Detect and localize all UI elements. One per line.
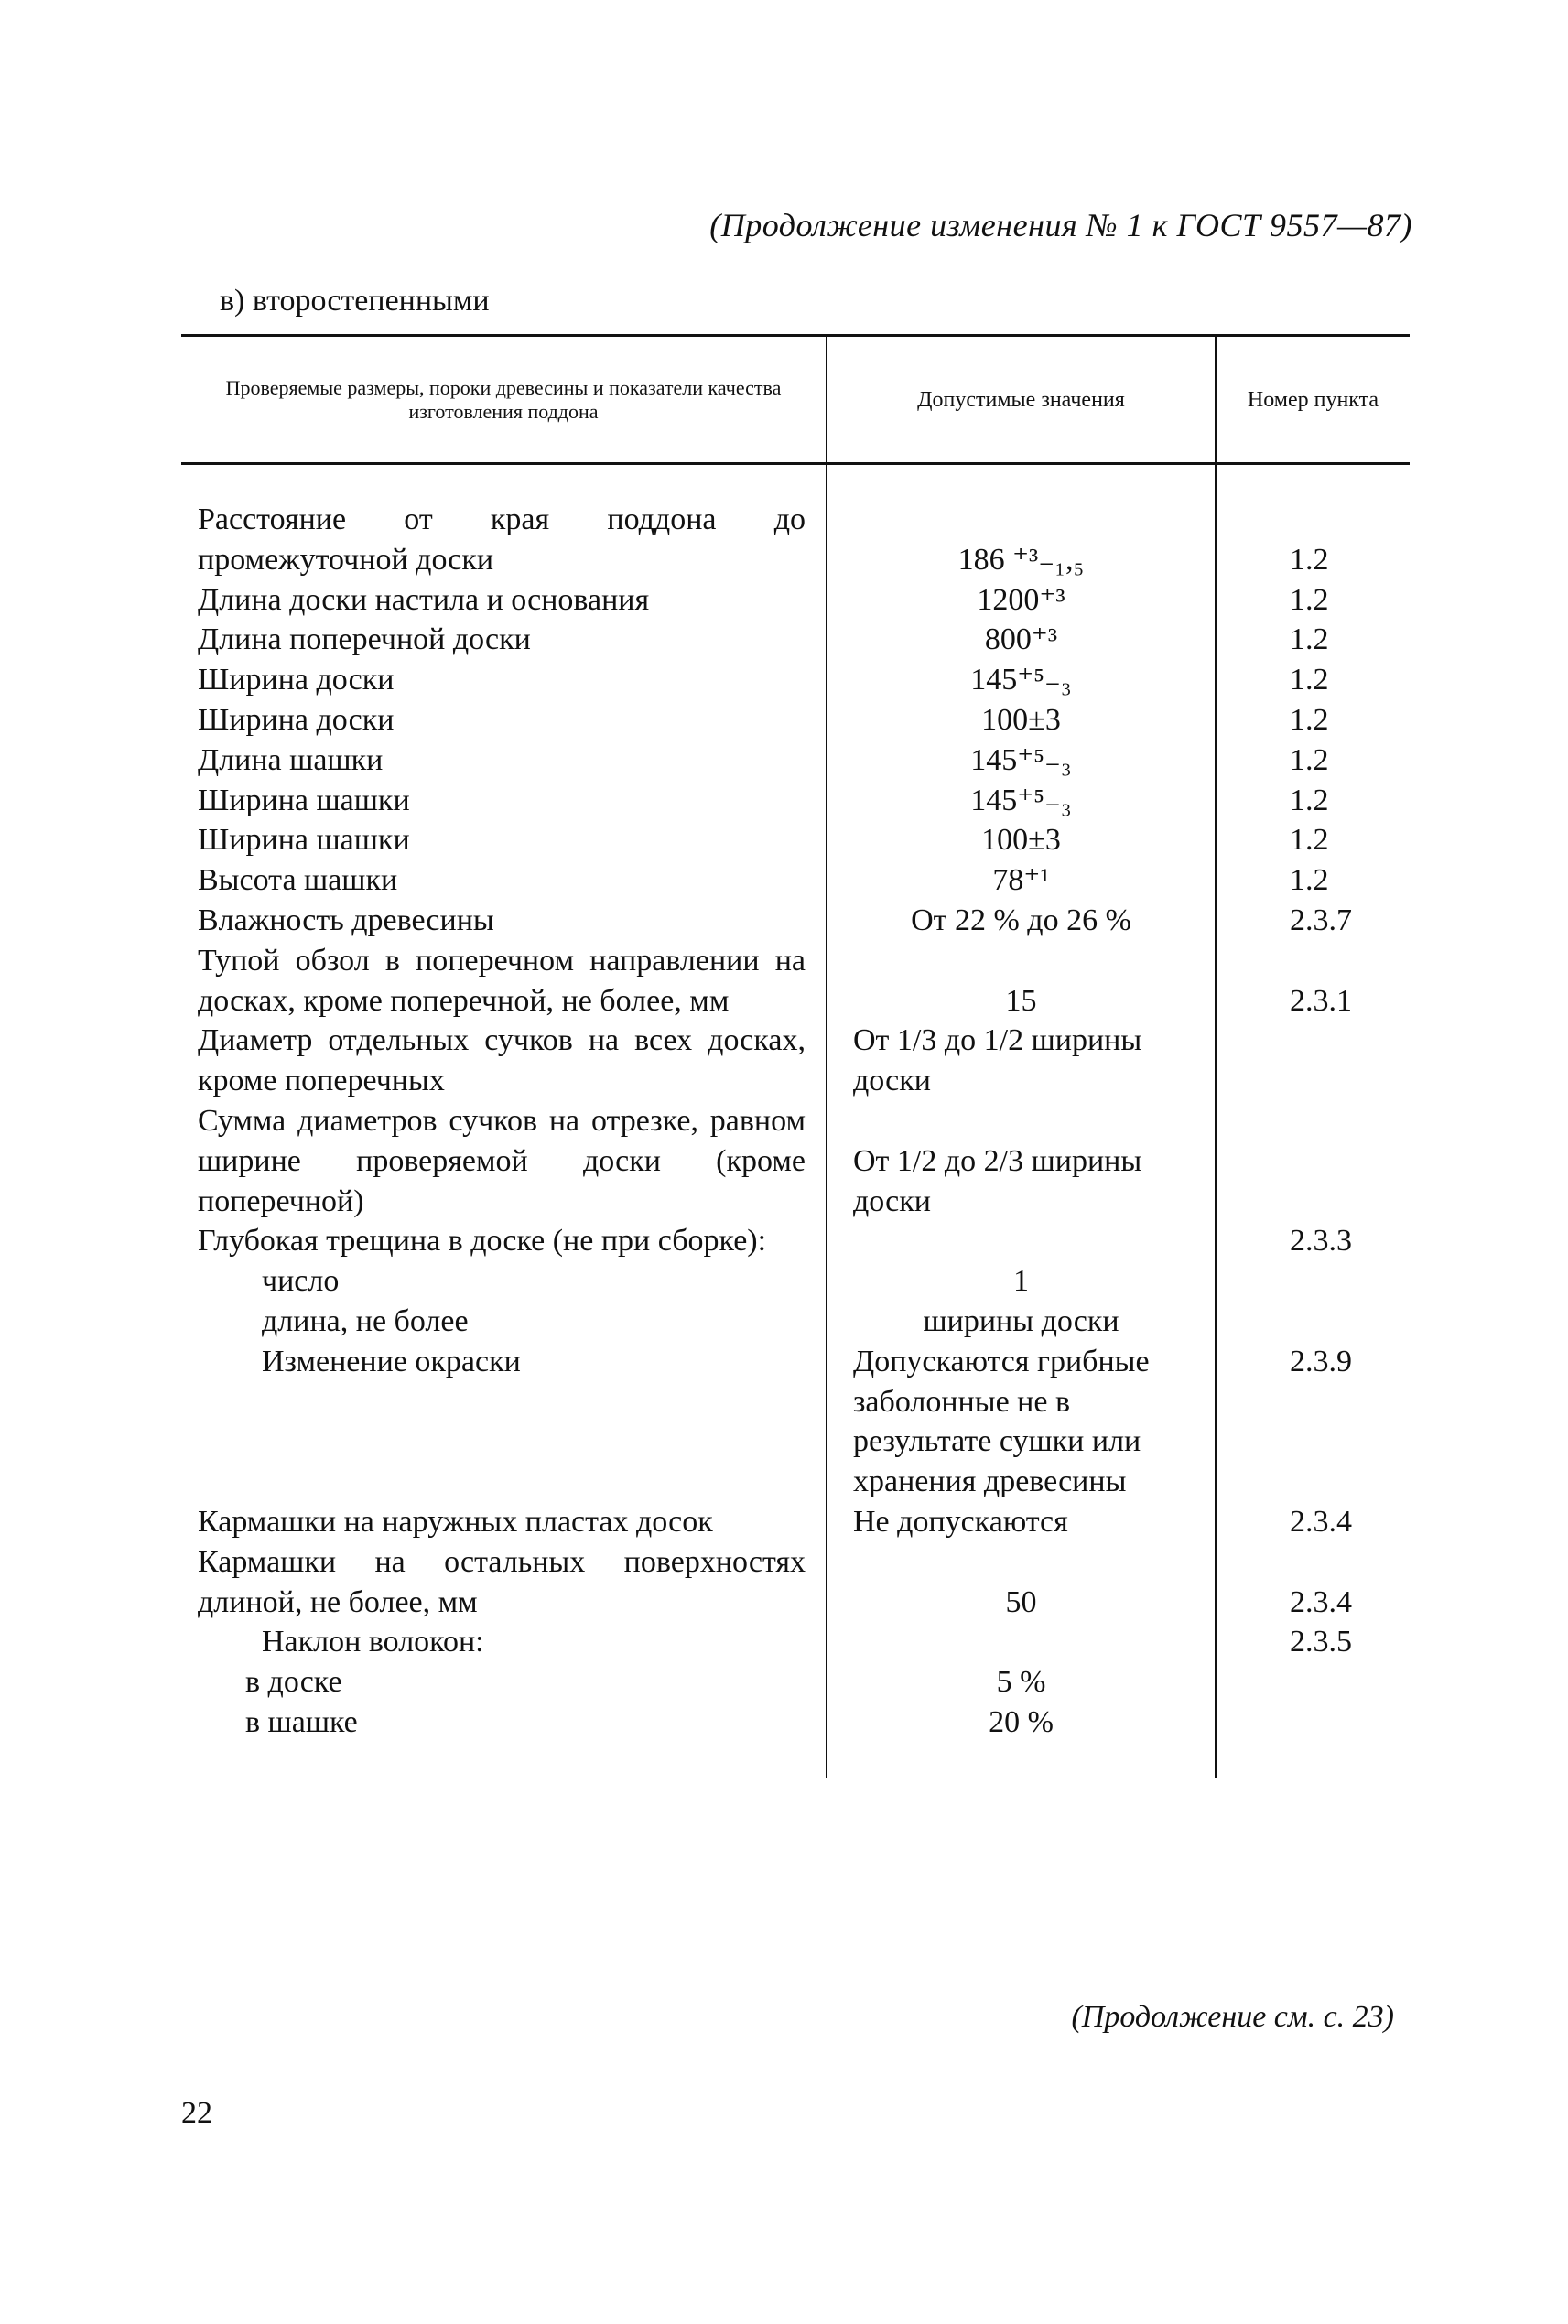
row-description: Тупой обзол в поперечном направлении на досках, кроме поперечной, не более, мм bbox=[181, 941, 827, 1021]
row-point: 1.2 bbox=[1290, 622, 1329, 657]
row-point: 2.3.4 bbox=[1290, 1504, 1352, 1539]
table-row bbox=[181, 1101, 1410, 1221]
row-value: От 1/3 до 1/2 ширины доски bbox=[827, 1021, 1216, 1101]
column-header-point: Номер пункта bbox=[1216, 336, 1410, 464]
table-row bbox=[181, 1502, 1410, 1542]
row-value: 800⁺³ bbox=[827, 620, 1216, 660]
row-description: в доске bbox=[181, 1662, 827, 1702]
row-value: 20 % bbox=[827, 1702, 1216, 1743]
table-row bbox=[181, 1021, 1410, 1101]
section-subtitle: в) второстепенными bbox=[220, 284, 490, 318]
row-point bbox=[1216, 1662, 1410, 1702]
row-value: От 1/2 до 2/3 ширины доски bbox=[827, 1101, 1216, 1221]
row-value: 100±3 bbox=[827, 700, 1216, 740]
page-number: 22 bbox=[181, 2096, 212, 2130]
row-point bbox=[1216, 1261, 1410, 1302]
tolerance-table bbox=[181, 334, 1410, 1778]
table-row bbox=[181, 620, 1410, 660]
row-value: 1 bbox=[827, 1261, 1216, 1302]
table-row bbox=[181, 1221, 1410, 1261]
table-row bbox=[181, 1622, 1410, 1662]
row-point: 2.3.7 bbox=[1290, 903, 1352, 937]
table-row bbox=[181, 1542, 1410, 1623]
table-spacer-row bbox=[181, 1743, 1410, 1778]
row-point: 2.3.1 bbox=[1290, 983, 1352, 1018]
row-point bbox=[1216, 1021, 1410, 1101]
row-point: 1.2 bbox=[1290, 582, 1329, 617]
row-description: Изменение окраски bbox=[181, 1342, 827, 1502]
row-point: 1.2 bbox=[1290, 702, 1329, 737]
continuation-header: (Продолжение изменения № 1 к ГОСТ 9557—87) bbox=[709, 207, 1412, 243]
table-row bbox=[181, 1342, 1410, 1502]
row-description: число bbox=[181, 1261, 827, 1302]
row-description: Наклон волокон: bbox=[181, 1622, 827, 1662]
column-header-values: Допустимые значения bbox=[827, 336, 1216, 464]
row-point bbox=[1216, 1302, 1410, 1342]
table-row bbox=[181, 820, 1410, 860]
row-description: Ширина доски bbox=[181, 660, 827, 700]
row-value bbox=[827, 1221, 1216, 1261]
row-point: 2.3.9 bbox=[1290, 1344, 1352, 1378]
row-description: Длина доски настила и основания bbox=[181, 580, 827, 621]
row-point: 1.2 bbox=[1290, 542, 1329, 577]
row-value: 50 bbox=[827, 1542, 1216, 1623]
tolerance-table-wrapper bbox=[181, 334, 1410, 1778]
row-point bbox=[1216, 1101, 1410, 1221]
row-point: 2.3.4 bbox=[1290, 1584, 1352, 1619]
row-description: Расстояние от края поддона до промежуточной доски bbox=[181, 500, 827, 580]
row-point: 1.2 bbox=[1290, 663, 1329, 697]
table-row bbox=[181, 1702, 1410, 1743]
table-row bbox=[181, 1261, 1410, 1302]
row-value: 145⁺⁵₋₃ bbox=[827, 740, 1216, 781]
row-point: 2.3.5 bbox=[1290, 1625, 1352, 1659]
row-value: От 22 % до 26 % bbox=[827, 901, 1216, 941]
row-description: Диаметр отдельных сучков на всех досках, кроме поперечных bbox=[181, 1021, 827, 1101]
row-value: 15 bbox=[827, 941, 1216, 1021]
row-description: Длина шашки bbox=[181, 740, 827, 781]
row-value: 145⁺⁵₋₃ bbox=[827, 781, 1216, 821]
row-value: 145⁺⁵₋₃ bbox=[827, 660, 1216, 700]
row-point: 1.2 bbox=[1290, 783, 1329, 817]
row-description: Высота шашки bbox=[181, 860, 827, 901]
table-row bbox=[181, 500, 1410, 580]
table-row bbox=[181, 860, 1410, 901]
row-description: Сумма диаметров сучков на отрезке, равном ширине проверяемой доски (кроме поперечной) bbox=[181, 1101, 827, 1221]
continuation-footer: (Продолжение см. с. 23) bbox=[1071, 2000, 1394, 2034]
row-value: 5 % bbox=[827, 1662, 1216, 1702]
row-value bbox=[827, 1622, 1216, 1662]
row-description: Кармашки на наружных пластах досок bbox=[181, 1502, 827, 1542]
table-row bbox=[181, 580, 1410, 621]
row-value: 1200⁺³ bbox=[827, 580, 1216, 621]
table-row bbox=[181, 660, 1410, 700]
row-description: Глубокая трещина в доске (не при сборке): bbox=[181, 1221, 827, 1261]
table-spacer-row bbox=[181, 464, 1410, 501]
column-header-description: Проверяемые размеры, пороки древесины и показатели качества изготовления поддона bbox=[181, 336, 827, 464]
row-description: Влажность древесины bbox=[181, 901, 827, 941]
row-description: в шашке bbox=[181, 1702, 827, 1743]
row-description: Длина поперечной доски bbox=[181, 620, 827, 660]
row-point bbox=[1216, 1702, 1410, 1743]
row-point: 1.2 bbox=[1290, 863, 1329, 898]
table-row bbox=[181, 740, 1410, 781]
row-value: 100±3 bbox=[827, 820, 1216, 860]
table-row bbox=[181, 700, 1410, 740]
row-description: Ширина шашки bbox=[181, 820, 827, 860]
row-description: Ширина шашки bbox=[181, 781, 827, 821]
table-header-row bbox=[181, 336, 1410, 464]
row-description: длина, не более bbox=[181, 1302, 827, 1342]
row-value: ширины доски bbox=[827, 1302, 1216, 1342]
table-row bbox=[181, 901, 1410, 941]
row-value: Допускаются грибные заболонные не в результате сушки или хранения древесины bbox=[827, 1342, 1216, 1502]
row-point: 2.3.3 bbox=[1290, 1224, 1352, 1259]
row-point: 1.2 bbox=[1290, 742, 1329, 777]
row-point: 1.2 bbox=[1290, 823, 1329, 858]
table-row bbox=[181, 781, 1410, 821]
row-value: 78⁺¹ bbox=[827, 860, 1216, 901]
table-row bbox=[181, 1662, 1410, 1702]
table-row bbox=[181, 1302, 1410, 1342]
row-description: Ширина доски bbox=[181, 700, 827, 740]
row-value: 186 ⁺³₋₁,₅ bbox=[827, 500, 1216, 580]
row-description: Кармашки на остальных поверхностях длиной, не более, мм bbox=[181, 1542, 827, 1623]
row-value: Не допускаются bbox=[827, 1502, 1216, 1542]
table-row bbox=[181, 941, 1410, 1021]
